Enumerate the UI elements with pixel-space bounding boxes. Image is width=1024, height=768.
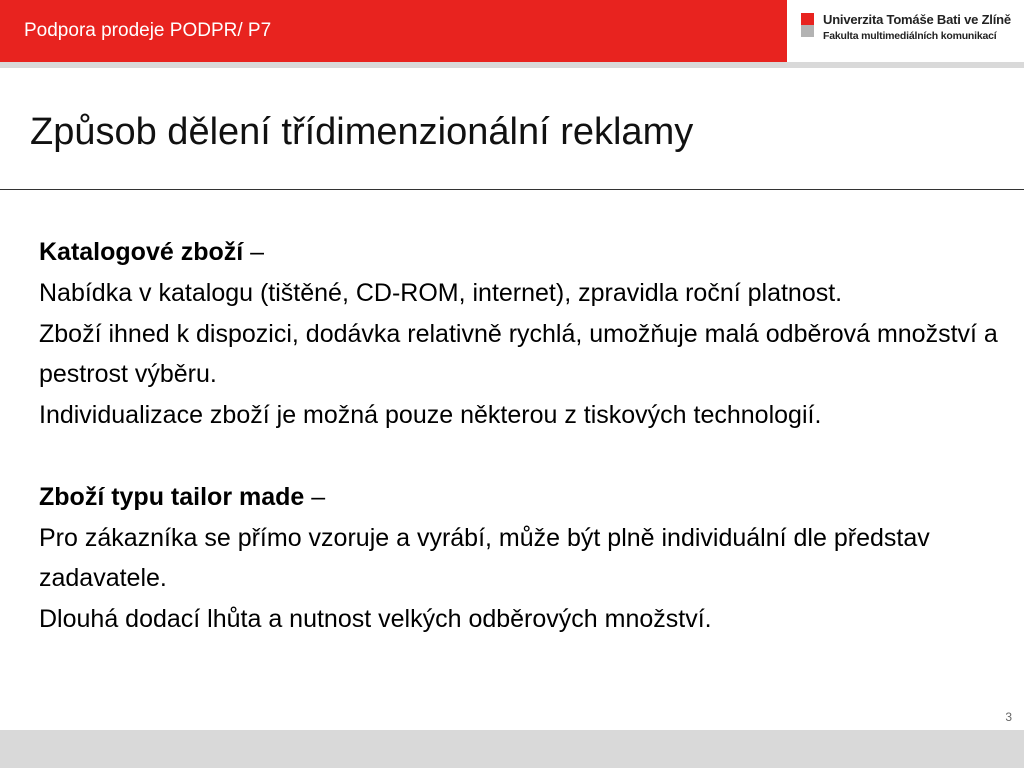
- section-heading-text: Katalogové zboží: [39, 238, 244, 266]
- header-bar: [0, 0, 787, 62]
- logo-mark-icon: [801, 13, 814, 37]
- logo-university-name: Univerzita Tomáše Bati ve Zlíně: [823, 12, 1011, 27]
- slide-content: [39, 232, 999, 640]
- logo-faculty-name: Fakulta multimediálních komunikací: [823, 30, 997, 42]
- title-rule: [0, 189, 1024, 190]
- section-dash: –: [304, 482, 326, 511]
- slide-title: Způsob dělení třídimenzionální reklamy: [30, 111, 694, 153]
- section-heading-text: Zboží typu tailor made: [39, 482, 305, 511]
- section-dash: –: [243, 238, 265, 266]
- footer-bar: [0, 730, 1024, 768]
- header-divider: [0, 62, 1024, 68]
- section-heading-catalog: [39, 232, 999, 273]
- course-title: Podpora prodeje PODPR/ P7: [24, 20, 272, 41]
- section-heading-tailor: [39, 477, 999, 518]
- university-logo: [787, 0, 1024, 62]
- section-spacer: [39, 436, 999, 477]
- tailor-line-2: Dlouhá dodací lhůta a nutnost velkých odběrových množství.: [39, 605, 712, 634]
- catalog-line-1: Nabídka v katalogu (tištěné, CD-ROM, internet), zpravidla roční platnost.: [39, 278, 843, 307]
- catalog-line-3: Individualizace zboží je možná pouze některou z tiskových technologií.: [39, 401, 822, 430]
- tailor-line-1: Pro zákazníka se přímo vzoruje a vyrábí, může být plně individuální dle představ zadavatele.: [39, 523, 930, 593]
- catalog-line-2: Zboží ihned k dispozici, dodávka relativně rychlá, umožňuje malá odběrová množství a pestrost výběru.: [39, 319, 998, 389]
- page-number: 3: [1005, 710, 1012, 724]
